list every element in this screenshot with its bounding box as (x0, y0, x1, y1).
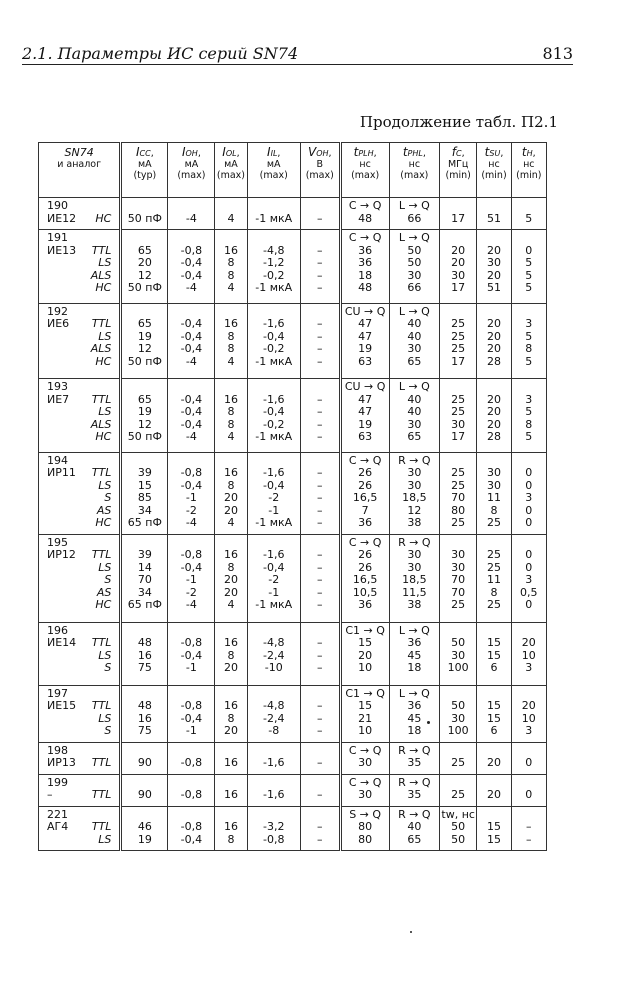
cell-iil: -1,6 -0,4 -0,2 -1 мкА (247, 379, 300, 453)
cell-tsu: 30 30 11 8 25 (477, 452, 511, 534)
cell-num: 194 ИР11 (39, 452, 84, 534)
col-header-th: tH, нс (min) (511, 143, 546, 198)
cell-fam: TTL LS S (83, 685, 120, 742)
cell-tsu: 25 25 11 8 25 (477, 534, 511, 622)
cell-icc: 50 пФ (121, 198, 168, 230)
col-header-tplh: tPLH, нс (max) (340, 143, 389, 198)
cell-fc: 25 (439, 774, 476, 806)
cell-num: 192 ИЕ6 (39, 303, 84, 379)
cell-tplh: C → Q 30 (340, 742, 389, 774)
cell-tphl: R → Q 35 (389, 742, 439, 774)
table-row (39, 379, 547, 453)
cell-th: 5 (511, 198, 546, 230)
cell-fam: TTL LS ALS НС (83, 230, 120, 304)
table-row (39, 534, 547, 622)
cell-tphl: L → Q 40 40 30 65 (389, 303, 439, 379)
cell-tsu: 15 15 6 (477, 622, 511, 685)
cell-fc: 17 (439, 198, 476, 230)
cell-fc: 50 30 100 (439, 685, 476, 742)
cell-iol: 4 (215, 198, 247, 230)
cell-ioh: -4 (168, 198, 215, 230)
table-row (39, 774, 547, 806)
cell-fc: 50 30 100 (439, 622, 476, 685)
cell-th: 3 5 8 5 (511, 303, 546, 379)
cell-fc: 25 25 25 17 (439, 303, 476, 379)
cell-iil: -1,6 (247, 742, 300, 774)
cell-tphl: L → Q 40 40 30 65 (389, 379, 439, 453)
cell-voh: – (300, 774, 340, 806)
cell-icc: 65 20 12 50 пФ (121, 230, 168, 304)
cell-num: 191 ИЕ13 (39, 230, 84, 304)
cell-fc: 20 20 30 17 (439, 230, 476, 304)
cell-ioh: -0,8 -0,4 -1 -2 -4 (168, 452, 215, 534)
cell-iil: -1,6 -0,4 -0,2 -1 мкА (247, 303, 300, 379)
table-row (39, 230, 547, 304)
cell-tsu: 20 20 20 28 (477, 379, 511, 453)
cell-fam: TTL LS S AS НС (83, 534, 120, 622)
cell-tplh: C → Q 36 36 18 48 (340, 230, 389, 304)
col-header-device: SN74 и аналог (39, 143, 121, 198)
cell-fc: 25 25 30 17 (439, 379, 476, 453)
cell-th: 0 0 3 0 0 (511, 452, 546, 534)
cell-iil: -3,2 -0,8 (247, 806, 300, 851)
cell-ioh: -0,8 (168, 742, 215, 774)
cell-tsu: 20 30 20 51 (477, 230, 511, 304)
cell-voh: – – – – (300, 379, 340, 453)
cell-tsu: 15 15 6 (477, 685, 511, 742)
table-continuation-caption: Продолжение табл. П2.1 (359, 113, 558, 131)
cell-num: 193 ИЕ7 (39, 379, 84, 453)
col-header-voh: VOH, В (max) (300, 143, 340, 198)
table-row (39, 806, 547, 851)
cell-tphl: R → Q 30 30 18,5 11,5 38 (389, 534, 439, 622)
cell-num: 195 ИР12 (39, 534, 84, 622)
cell-iil: -4,8 -1,2 -0,2 -1 мкА (247, 230, 300, 304)
cell-fam: TTL LS S AS НС (83, 452, 120, 534)
table-row (39, 685, 547, 742)
cell-voh: – – – – – (300, 452, 340, 534)
table-row (39, 742, 547, 774)
cell-fam: НС (83, 198, 120, 230)
col-header-iil: IIL, мА (max) (247, 143, 300, 198)
col-header-ioh: IOH, мА (max) (168, 143, 215, 198)
cell-icc: 65 19 12 50 пФ (121, 379, 168, 453)
cell-iol: 16 (215, 774, 247, 806)
cell-iol: 16 8 20 20 4 (215, 452, 247, 534)
cell-tsu: 20 20 20 28 (477, 303, 511, 379)
cell-tsu: 20 (477, 774, 511, 806)
col-header-tphl: tPHL, нс (max) (389, 143, 439, 198)
cell-iil: -1,6 (247, 774, 300, 806)
cell-iol: 16 (215, 742, 247, 774)
cell-th: – – (511, 806, 546, 851)
cell-fam: TTL (83, 742, 120, 774)
table-row (39, 303, 547, 379)
cell-ioh: -0,8 -0,4 -1 -2 -4 (168, 534, 215, 622)
cell-tplh: CU → Q 47 47 19 63 (340, 303, 389, 379)
cell-tsu: 51 (477, 198, 511, 230)
cell-voh: – – – (300, 685, 340, 742)
cell-icc: 39 15 85 34 65 пФ (121, 452, 168, 534)
cell-iil: -4,8 -2,4 -8 (247, 685, 300, 742)
cell-voh: – – – – (300, 230, 340, 304)
cell-num: 197 ИЕ15 (39, 685, 84, 742)
parameters-table (38, 142, 547, 851)
cell-tplh: C → Q 26 26 16,5 7 36 (340, 452, 389, 534)
cell-voh: – – – – – (300, 534, 340, 622)
cell-tplh: C → Q 26 26 16,5 10,5 36 (340, 534, 389, 622)
cell-th: 0 (511, 774, 546, 806)
cell-tplh: C1 → Q 15 20 10 (340, 622, 389, 685)
cell-tplh: S → Q 80 80 (340, 806, 389, 851)
cell-icc: 90 (121, 774, 168, 806)
cell-iol: 16 8 20 (215, 622, 247, 685)
cell-ioh: -0,8 -0,4 -1 (168, 685, 215, 742)
cell-tphl: R → Q 30 30 18,5 12 38 (389, 452, 439, 534)
page-number: 813 (542, 44, 573, 63)
header-rule (22, 64, 573, 65)
col-header-fc: fC, МГц (min) (439, 143, 476, 198)
cell-th: 0 5 5 5 (511, 230, 546, 304)
col-header-tsu: tSU, нс (min) (477, 143, 511, 198)
cell-iol: 16 8 20 (215, 685, 247, 742)
cell-iil: -1,6 -0,4 -2 -1 -1 мкА (247, 452, 300, 534)
table-row (39, 452, 547, 534)
cell-tphl: L → Q 66 (389, 198, 439, 230)
cell-icc: 65 19 12 50 пФ (121, 303, 168, 379)
cell-voh: – – – – (300, 303, 340, 379)
cell-iil: -4,8 -2,4 -10 (247, 622, 300, 685)
table-row (39, 198, 547, 230)
cell-iol: 16 8 20 20 4 (215, 534, 247, 622)
table-row (39, 622, 547, 685)
cell-ioh: -0,8 (168, 774, 215, 806)
page-header (22, 44, 573, 66)
cell-fam: TTL LS S (83, 622, 120, 685)
running-title: 2.1. Параметры ИС серий SN74 (22, 44, 299, 63)
cell-iol: 16 8 (215, 806, 247, 851)
col-header-iol: IOL, мА (max) (215, 143, 247, 198)
cell-ioh: -0,8 -0,4 (168, 806, 215, 851)
cell-tsu: 15 15 (477, 806, 511, 851)
cell-th: 3 5 8 5 (511, 379, 546, 453)
cell-iil: -1 мкА (247, 198, 300, 230)
cell-fc: tw, нс 50 50 (439, 806, 476, 851)
cell-icc: 46 19 (121, 806, 168, 851)
col-header-icc: ICC, мА (typ) (121, 143, 168, 198)
cell-ioh: -0,8 -0,4 -0,4 -4 (168, 230, 215, 304)
cell-icc: 90 (121, 742, 168, 774)
cell-tsu: 20 (477, 742, 511, 774)
cell-iol: 16 8 8 4 (215, 303, 247, 379)
cell-num: 221 АГ4 (39, 806, 84, 851)
cell-fc: 25 (439, 742, 476, 774)
table-header-row (39, 143, 547, 198)
cell-th: 20 10 3 (511, 685, 546, 742)
cell-ioh: -0,8 -0,4 -1 (168, 622, 215, 685)
cell-fam: TTL (83, 774, 120, 806)
cell-tphl: L → Q 36 45 18 (389, 685, 439, 742)
cell-iol: 16 8 8 4 (215, 230, 247, 304)
cell-iol: 16 8 8 4 (215, 379, 247, 453)
cell-tphl: L → Q 50 50 30 66 (389, 230, 439, 304)
cell-fam: TTL LS ALS НС (83, 379, 120, 453)
cell-tplh: C1 → Q 15 21 10 (340, 685, 389, 742)
cell-voh: – – (300, 806, 340, 851)
cell-tphl: R → Q 35 (389, 774, 439, 806)
cell-th: 0 0 3 0,5 0 (511, 534, 546, 622)
cell-num: 196 ИЕ14 (39, 622, 84, 685)
cell-fam: TTL LS (83, 806, 120, 851)
cell-voh: – – – (300, 622, 340, 685)
cell-voh: – (300, 742, 340, 774)
ink-speck (410, 931, 412, 933)
cell-fc: 25 25 70 80 25 (439, 452, 476, 534)
cell-icc: 48 16 75 (121, 622, 168, 685)
cell-th: 0 (511, 742, 546, 774)
cell-fam: TTL LS ALS НС (83, 303, 120, 379)
cell-num: 198 ИР13 (39, 742, 84, 774)
cell-icc: 48 16 75 (121, 685, 168, 742)
cell-tplh: C → Q 48 (340, 198, 389, 230)
cell-voh: – (300, 198, 340, 230)
ink-speck (427, 721, 430, 724)
cell-tphl: L → Q 36 45 18 (389, 622, 439, 685)
cell-ioh: -0,4 -0,4 -0,4 -4 (168, 303, 215, 379)
cell-icc: 39 14 70 34 65 пФ (121, 534, 168, 622)
cell-tphl: R → Q 40 65 (389, 806, 439, 851)
cell-tplh: C → Q 30 (340, 774, 389, 806)
cell-tplh: CU → Q 47 47 19 63 (340, 379, 389, 453)
cell-th: 20 10 3 (511, 622, 546, 685)
cell-num: 190 ИЕ12 (39, 198, 84, 230)
cell-ioh: -0,4 -0,4 -0,4 -4 (168, 379, 215, 453)
cell-iil: -1,6 -0,4 -2 -1 -1 мкА (247, 534, 300, 622)
cell-num: 199 – (39, 774, 84, 806)
cell-fc: 30 30 70 70 25 (439, 534, 476, 622)
